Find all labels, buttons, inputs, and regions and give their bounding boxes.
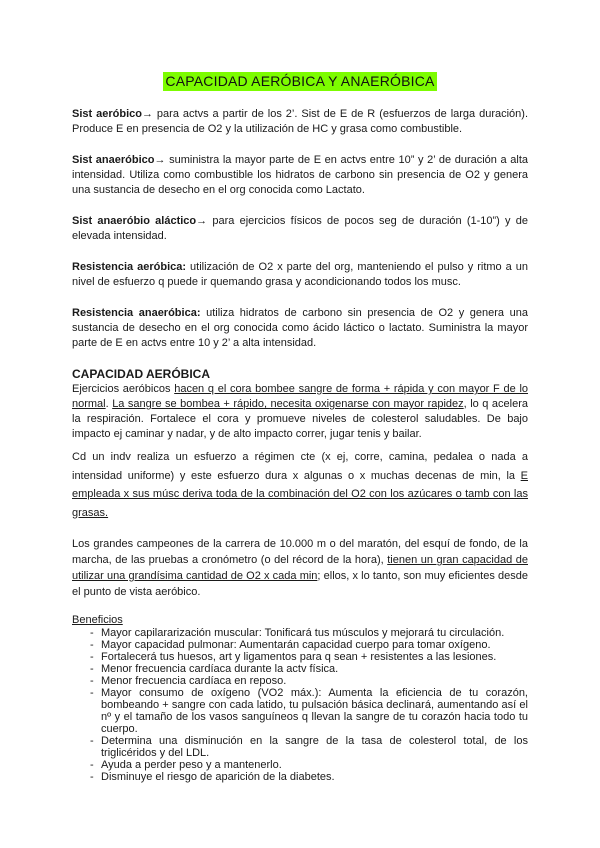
definition-term: Sist anaeróbio aláctico bbox=[72, 215, 197, 227]
dash-bullet: - bbox=[90, 771, 94, 783]
dash-bullet: - bbox=[90, 663, 94, 675]
definition-text: utiliza hidratos de carbono sin presencia de O2 y genera una sustancia de desecho en el org conocida como ácido láctico o lactato. Suministra la mayor parte de E en actvs entre 10 y 2’ a alta intensidad. bbox=[72, 307, 528, 349]
underlined-text: tienen un gran capacidad de utilizar una grandísima cantidad de O2 x cada min bbox=[72, 554, 528, 582]
arrow-icon: → bbox=[154, 154, 166, 166]
list-item-text: Menor frecuencia cardíaca durante la actv física. bbox=[101, 663, 339, 675]
arrow-icon: → bbox=[196, 215, 208, 227]
list-item-text: Mayor capilararización muscular: Tonificará tus músculos y mejorará tu circulación. bbox=[101, 627, 505, 639]
dash-bullet: - bbox=[90, 627, 94, 639]
definition-sist-aerobico bbox=[72, 107, 528, 137]
definition-term: Resistencia anaeróbica: bbox=[72, 307, 201, 319]
list-item bbox=[72, 687, 528, 735]
text-run: . bbox=[105, 398, 113, 410]
arrow-icon: → bbox=[141, 108, 153, 120]
document-page bbox=[72, 72, 528, 783]
list-item-text: Mayor capacidad pulmonar: Aumentarán capacidad cuerpo para tomar oxígeno. bbox=[101, 639, 491, 651]
list-item bbox=[72, 759, 528, 771]
list-item bbox=[72, 639, 528, 651]
paragraph-grandes-campeones bbox=[72, 536, 528, 600]
list-item-text: Menor frecuencia cardíaca en reposo. bbox=[101, 675, 287, 687]
list-item-text: Determina una disminución en la sangre de la tasa de colesterol total, de los triglicéridos y del LDL. bbox=[101, 735, 528, 759]
paragraph-ejercicios-aerobicos bbox=[72, 382, 528, 442]
underlined-text: hacen q el cora bombee sangre de forma + rápida y con mayor F de lo normal bbox=[72, 383, 529, 410]
paragraph-regimen-cte bbox=[72, 448, 528, 522]
underlined-text: La sangre se bombea + rápido, necesita oxigenarse con mayor rapidez bbox=[112, 398, 464, 410]
definition-term: Resistencia aeróbica: bbox=[72, 261, 187, 273]
list-item bbox=[72, 627, 528, 639]
text-run: ; ellos, x lo tanto, son muy eficientes desde el punto de vista aeróbico. bbox=[72, 570, 528, 598]
definition-sist-anaerobio-alactico bbox=[72, 214, 528, 244]
text-run: Ejercicios aeróbicos bbox=[72, 383, 175, 395]
list-item bbox=[72, 771, 528, 783]
dash-bullet: - bbox=[90, 735, 94, 747]
definition-text: para actvs a partir de los 2’. Sist de E de R (esfuerzos de larga duración). Produce E en presencia de O2 y la utilización de HC y grasa como combustible. bbox=[72, 108, 529, 135]
list-item-text: Fortalecerá tus huesos, art y ligamentos para q sean + resistentes a las lesiones. bbox=[101, 651, 497, 663]
list-item bbox=[72, 675, 528, 687]
list-item bbox=[72, 663, 528, 675]
spacer bbox=[72, 522, 528, 536]
definition-term: Sist aeróbico bbox=[72, 108, 142, 120]
benefits-list bbox=[72, 627, 528, 783]
underlined-text: E empleada x sus músc deriva toda de la combinación del O2 con los azúcares o tamb con las grasas. bbox=[72, 469, 528, 519]
dash-bullet: - bbox=[90, 759, 94, 771]
dash-bullet: - bbox=[90, 651, 94, 663]
list-item bbox=[72, 651, 528, 663]
title-container bbox=[72, 72, 528, 91]
benefits-heading: Beneficios bbox=[72, 614, 123, 626]
list-item-text: Mayor consumo de oxígeno (VO2 máx.): Aumenta la eficiencia de tu corazón, bombeando + sangre con cada latido, tu pulsación básica declinará, aumentando así el nº y el tamaño de los vasos sanguíneos q llevan la sangre de tu corazón hacia todo tu cuerpo. bbox=[101, 687, 528, 735]
list-item-text: Ayuda a perder peso y a mantenerlo. bbox=[101, 759, 282, 771]
text-run: Los grandes campeones de la carrera de 10.000 m o del maratón, del esquí de fondo, de la marcha, de las pruebas a cronómetro (o del récord de la hora), bbox=[72, 538, 528, 566]
text-run: , lo q acelera la respiración. Fortalece el cora y promueve niveles de colesterol saludables. De bajo impacto ej caminar y nadar, y de alto impacto correr, jugar tenis y bailar. bbox=[72, 398, 528, 440]
section-heading: CAPACIDAD AERÓBICA bbox=[72, 367, 210, 381]
definition-term: Sist anaeróbico bbox=[72, 154, 155, 166]
definition-resistencia-aerobica bbox=[72, 260, 528, 290]
page-title: CAPACIDAD AERÓBICA Y ANAERÓBICA bbox=[165, 73, 435, 89]
definition-text: para ejercicios físicos de pocos seg de duración (1-10”) y de elevada intensidad. bbox=[72, 215, 528, 242]
definition-text: suministra la mayor parte de E en actvs entre 10” y 2’ de duración a alta intensidad. Utiliza como combustible los hidratos de carbono sin presencia de O2 y genera una sustancia de desecho en el org conocida como Lactato. bbox=[72, 154, 529, 196]
dash-bullet: - bbox=[90, 687, 94, 699]
definition-resistencia-anaerobica bbox=[72, 306, 528, 351]
text-run: Cd un indv realiza un esfuerzo a régimen cte (x ej, corre, camina, pedalea o nada a intensidad uniforme) y este esfuerzo dura x algunas o x muchas decenas de min, la bbox=[72, 451, 528, 482]
definition-text: utilización de O2 x parte del org, manteniendo el pulso y ritmo a un nivel de esfuerzo q puede ir quemando grasa y acondicionando todos los musc. bbox=[72, 261, 528, 288]
dash-bullet: - bbox=[90, 675, 94, 687]
definition-sist-anaerobico bbox=[72, 153, 528, 198]
list-item-text: Disminuye el riesgo de aparición de la diabetes. bbox=[101, 771, 335, 783]
list-item bbox=[72, 735, 528, 759]
dash-bullet: - bbox=[90, 639, 94, 651]
